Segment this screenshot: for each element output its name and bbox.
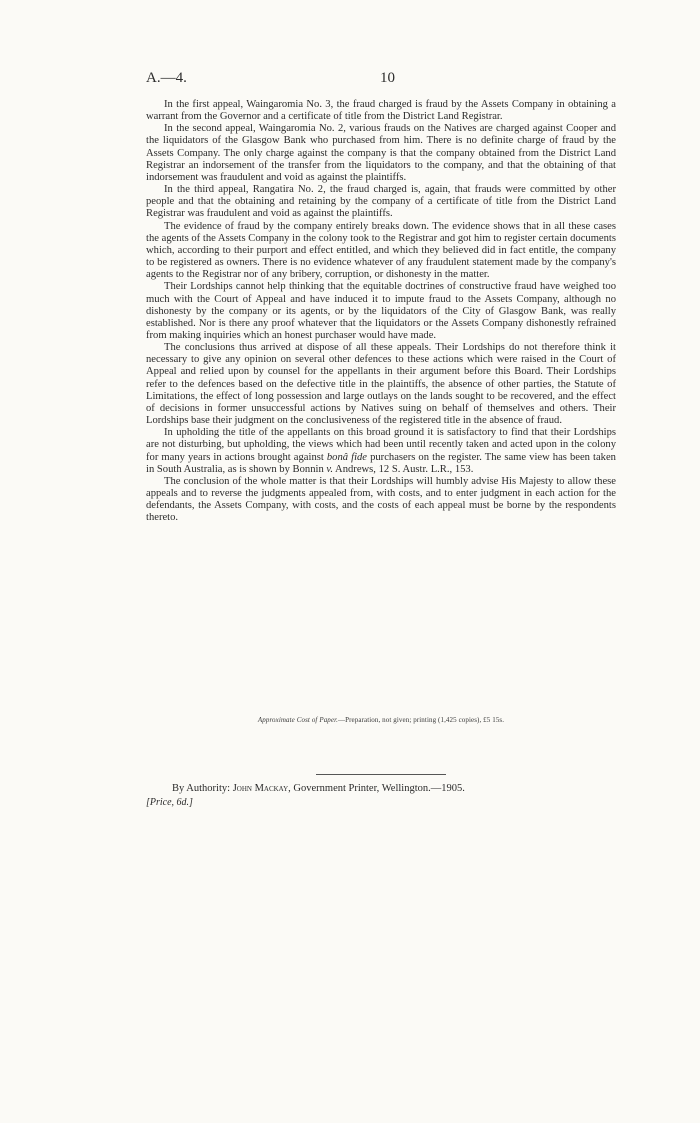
paragraph-6: The conclusions thus arrived at dispose of all these appeals. Their Lordships do not therefore think it necessary to give any opinion on several other defences to these actions which were raised in the Court of Appeal and relied upon by counsel for the appellants in their argument before this Board. Their Lordships refer to the defences based on the defective title in the plaintiffs, the absence of other parties, the Statute of Limitations, the effect of long possession and large outlays on the lands sought to be recovered, and the effect of decisions in former unsuccessful actions by Natives suing on behalf of themselves and others. Their Lordships base their judgment on the conclusiveness of the registered title in the absence of fraud. bbox=[146, 342, 616, 427]
paragraph-5: Their Lordships cannot help thinking that the equitable doctrines of constructive fraud have weighed too much with the Court of Appeal and have induced it to impute fraud to the Assets Company, although no dishonesty by the company or its agents, or by the liquidators of the City of Glasgow Bank, was really established. Nor is there any proof whatever that the liquidators or the Assets Company dishonestly refrained from making inquiries which an honest purchaser would have made. bbox=[146, 281, 616, 341]
cost-note-label: Approximate Cost of Paper. bbox=[257, 716, 339, 724]
paragraph-4: The evidence of fraud by the company entirely breaks down. The evidence shows that in all these cases the agents of the Assets Company in the colony took to the Registrar and got him to register certain documents which, according to their purport and effect entitled, and which they believed did in fact entitle, the company to be registered as owners. There is no evidence whatever of any fraudulent statement made by the company's agents to the Registrar nor of any bribery, corruption, or dishonesty in the matter. bbox=[146, 220, 616, 281]
printer-name: John Mackay bbox=[232, 783, 289, 794]
paragraph-3: In the third appeal, Rangatira No. 2, the fraud charged is, again, that frauds were committed by other people and that the obtaining and retaining by the company of a certificate of title from the District Land Registrar was fraudulent and void as against the plaintiffs. bbox=[146, 184, 616, 220]
imprint-prefix: By Authority: bbox=[172, 783, 233, 794]
document-code: A.—4. bbox=[146, 70, 187, 86]
printer-imprint bbox=[172, 783, 602, 794]
paragraph-7-text-b: purchasers on the register. The same view has been taken in South Australia, as is shown by Bonnin bbox=[146, 451, 616, 475]
paragraph-7-text-a: In upholding the title of the appellants on this broad ground it is satisfactory to find that their Lordships are not disturbing, but upholding, the views which had been until recently taken and acted upon in the colony for many years in actions brought against bbox=[146, 427, 616, 463]
paragraph-8: The conclusion of the whole matter is that their Lordships will humbly advise His Majesty to allow these appeals and to reverse the judgments appealed from, with costs, and to enter judgment in each action for the defendants, the Assets Company, with costs, and the costs of each appeal must be borne by the respondents thereto. bbox=[146, 475, 616, 524]
versus-italic: v. bbox=[326, 463, 333, 475]
price-note: [Price, 6d.] bbox=[146, 797, 193, 808]
page-number: 10 bbox=[380, 70, 395, 86]
divider-rule bbox=[316, 774, 446, 775]
cost-note-text: —Preparation, not given; printing (1,425 copies), £5 15s. bbox=[338, 716, 505, 724]
cost-note bbox=[146, 716, 616, 724]
paragraph-7-text-c: Andrews, 12 S. Austr. L.R., 153. bbox=[332, 463, 474, 475]
imprint-suffix: , Government Printer, Wellington.—1905. bbox=[288, 783, 465, 794]
paragraph-1: In the first appeal, Waingaromia No. 3, the fraud charged is fraud by the Assets Company in obtaining a warrant from the Governor and a certificate of title from the District Land Registrar. bbox=[146, 99, 616, 123]
page-header bbox=[146, 70, 616, 92]
paragraph-7 bbox=[146, 427, 616, 476]
body-text bbox=[146, 99, 616, 524]
paragraph-2: In the second appeal, Waingaromia No. 2, various frauds on the Natives are charged against Cooper and the liquidators of the Glasgow Bank who purchased from him. There is no definite charge of fraud by the Assets Company. The only charge against the company is that the company obtained from the District Land Registrar an indorsement of the transfer from the liquidators to the company, and that the obtaining of that indorsement was fraudulent and void as against the plaintiffs. bbox=[146, 123, 616, 183]
bona-fide-italic: bonâ fide bbox=[326, 451, 368, 463]
